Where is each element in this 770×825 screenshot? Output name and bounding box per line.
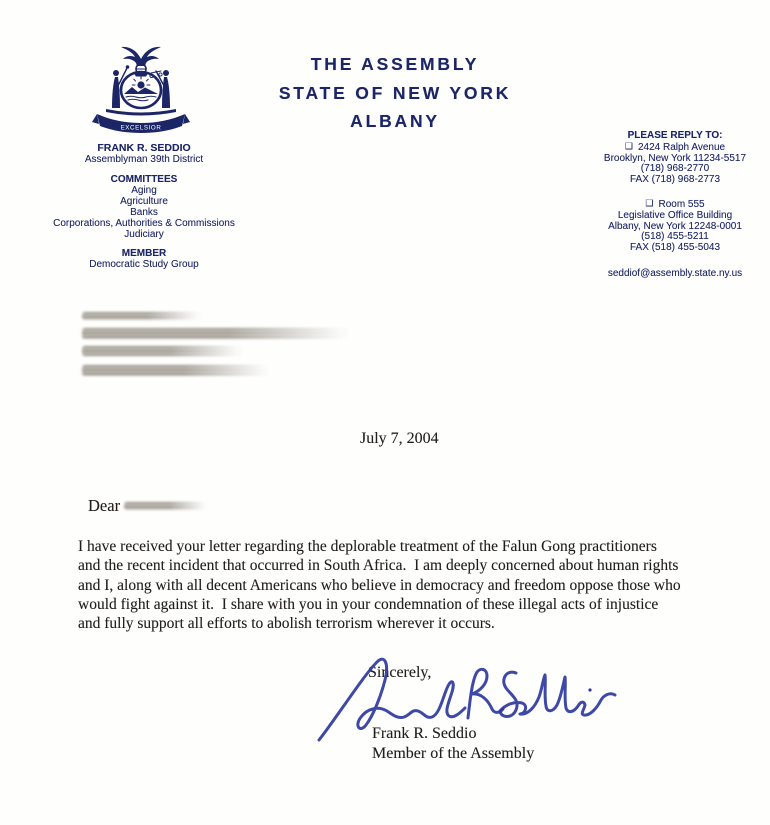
office-address-line: Brooklyn, New York 11234-5517	[603, 152, 747, 164]
office-address-line: Albany, New York 12248-0001	[608, 220, 742, 232]
body-line: would fight against it. I share with you in your condemnation of these illegal acts of injustice	[78, 595, 659, 613]
checkbox-icon: ❑	[645, 197, 654, 208]
seal-motto: EXCELSIOR	[120, 124, 162, 132]
committee-item: Judiciary	[124, 229, 164, 240]
letterhead-title	[240, 50, 550, 136]
redacted-line	[82, 346, 242, 356]
office-fax: FAX (718) 968-2773	[629, 174, 721, 186]
salutation: Dear	[88, 496, 121, 515]
title-line-assembly: THE ASSEMBLY	[310, 54, 480, 74]
checkbox-icon: ❑	[624, 140, 633, 151]
redacted-recipient-name	[124, 502, 206, 510]
office-phone: (518) 455-5211	[641, 231, 709, 243]
office-address-line: ❑ 2424 Ralph Avenue	[624, 140, 726, 153]
ny-state-seal-icon	[84, 42, 198, 139]
committee-item: Banks	[130, 207, 158, 218]
letter-body	[78, 537, 681, 633]
office-address-line: ❑ Room 555	[645, 197, 705, 210]
committee-item: Corporations, Authorities & Commissions	[53, 218, 235, 229]
member-heading: MEMBER	[121, 248, 167, 259]
closing: Sincerely,	[368, 664, 432, 681]
title-line-state: STATE OF NEW YORK	[278, 82, 512, 103]
reply-info	[582, 131, 768, 280]
official-info	[18, 143, 270, 270]
office-fax: FAX (518) 455-5043	[629, 242, 721, 254]
signer-title: Member of the Assembly	[372, 745, 535, 762]
date-line: July 7, 2004	[360, 430, 439, 447]
member-item: Democratic Study Group	[89, 259, 199, 270]
redacted-line	[82, 365, 268, 376]
redacted-line	[82, 312, 200, 320]
official-name: FRANK R. SEDDIO	[97, 142, 191, 154]
office-phone: (718) 968-2770	[640, 163, 710, 175]
reply-heading: PLEASE REPLY TO:	[627, 130, 723, 141]
redacted-line	[82, 328, 348, 339]
official-district: Assemblyman 39th District	[84, 154, 204, 165]
committee-item: Aging	[131, 185, 157, 196]
office-address-line: Legislative Office Building	[617, 209, 733, 221]
committee-item: Agriculture	[120, 196, 168, 207]
body-line: and fully support all efforts to abolish terrorism wherever it occurs.	[78, 615, 495, 633]
body-line: I have received your letter regarding the deplorable treatment of the Falun Gong practitioners	[78, 538, 657, 555]
email-address: seddiof@assembly.state.ny.us	[607, 267, 743, 279]
committees-heading: COMMITTEES	[110, 174, 178, 185]
title-line-albany: ALBANY	[350, 111, 440, 131]
signer-name: Frank R. Seddio	[372, 725, 477, 742]
body-line: and I, along with all decent Americans who believe in democracy and freedom oppose those who	[78, 576, 681, 594]
body-line: and the recent incident that occurred in South Africa. I am deeply concerned about human rights	[78, 557, 679, 575]
